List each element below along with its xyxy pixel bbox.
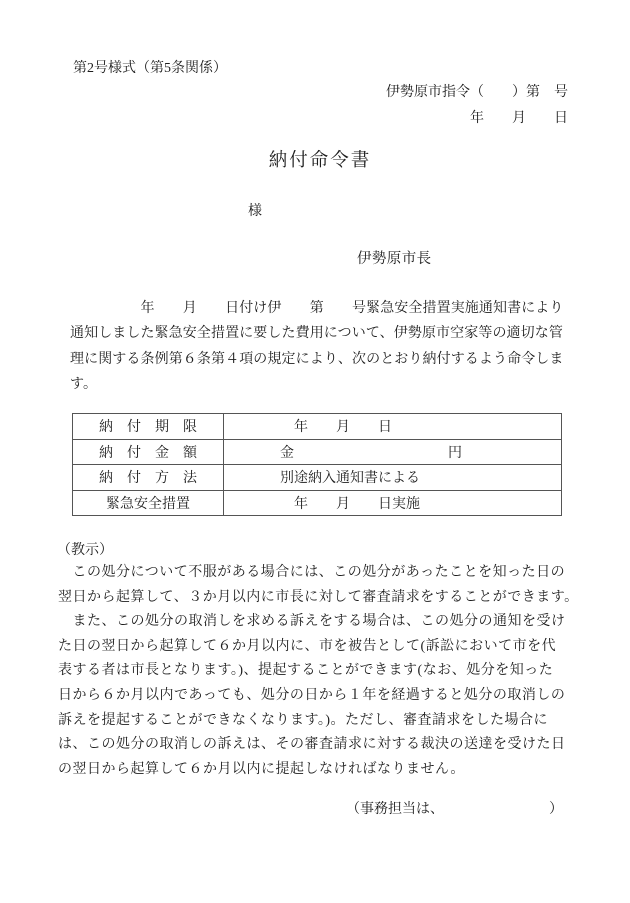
row-label: 納 付 方 法	[73, 465, 224, 491]
text-line: 日から６か月以内であっても、処分の日から１年を経過すると処分の取消しの	[58, 687, 566, 703]
payment-table	[72, 413, 562, 516]
text-line: の翌日から起算して６か月以内に提起しなければなりません。	[58, 761, 465, 777]
text-line: 表する者は市長となります。)、提起することができます(なお、処分を知った	[58, 663, 554, 679]
addressee-honorific: 様	[248, 204, 262, 219]
notice-heading: （教示）	[57, 543, 113, 558]
row-label: 緊急安全措置	[73, 490, 224, 516]
text-line: す。	[70, 376, 98, 392]
text-line: また、この処分の取消しを求める訴えをする場合は、この処分の通知を受け	[58, 614, 566, 630]
text-line: は、この処分の取消しの訴えは、その審査請求に対する裁決の送達を受けた日	[58, 737, 566, 753]
row-value: 年 月 日	[224, 414, 562, 440]
row-label: 納 付 期 限	[73, 414, 224, 440]
document-title: 納付命令書	[268, 151, 372, 171]
row-value: 別途納入通知書による	[224, 465, 562, 491]
clerk-note-line: （事務担当は、 ）	[346, 802, 563, 817]
body-paragraph	[70, 296, 564, 397]
table-row-payment-method	[73, 465, 562, 491]
row-value: 金 円	[224, 439, 562, 465]
directive-number-line: 伊勢原市指令（ ）第 号	[386, 85, 568, 100]
text-line: 年 月 日付け伊 第 号緊急安全措置実施通知書により	[70, 301, 564, 316]
row-value: 年 月 日実施	[224, 490, 562, 516]
sender-name: 伊勢原市長	[357, 251, 432, 267]
form-number: 第2号様式（第5条関係）	[73, 61, 227, 76]
text-line: た日の翌日から起算して６か月以内に、市を被告として(訴訟において市を代	[58, 638, 557, 654]
text-line: 翌日から起算して、３か月以内に市長に対して審査請求をすることができます。	[58, 589, 579, 605]
notice-paragraph	[58, 561, 579, 782]
text-line: この処分について不服がある場合には、この処分があったことを知った日の	[58, 565, 566, 580]
text-line: 訴えを提起することができなくなります。)。ただし、審査請求をした場合に	[58, 712, 549, 728]
text-line: 理に関する条例第６条第４項の規定により、次のとおり納付するよう命令しま	[70, 351, 564, 367]
issue-date-line: 年 月 日	[470, 111, 568, 126]
table-row-payment-deadline	[73, 414, 562, 440]
text-line: 通知しました緊急安全措置に要した費用について、伊勢原市空家等の適切な管	[70, 326, 563, 342]
table-row-payment-amount	[73, 439, 562, 465]
table-row-emergency-measure	[73, 490, 562, 516]
row-label: 納 付 金 額	[73, 439, 224, 465]
